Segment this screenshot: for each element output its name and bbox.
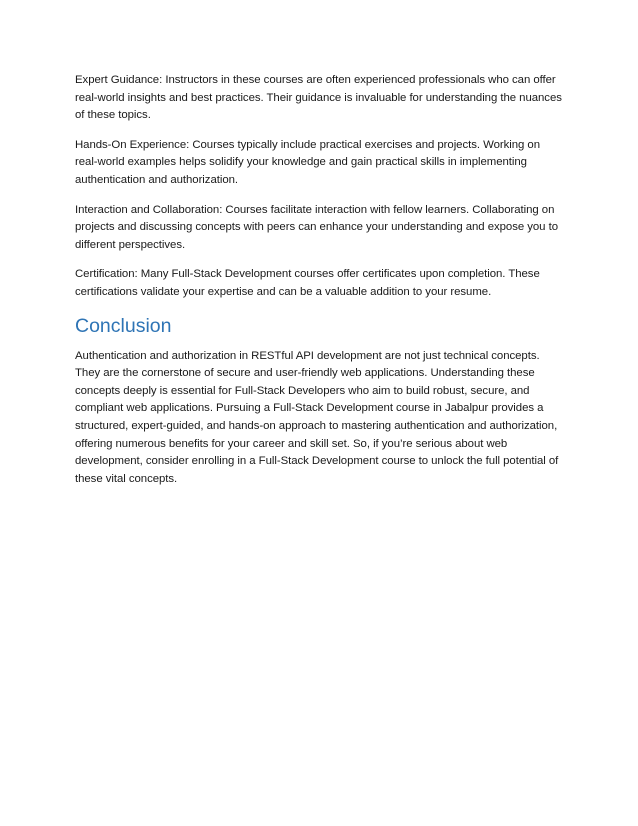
paragraph-expert-guidance: Expert Guidance: Instructors in these courses are often experienced professionals who can offer real-world insights and best practices. Their guidance is invaluable for understanding the nuances of these topics.	[75, 74, 562, 122]
paragraph-certification: Certification: Many Full-Stack Development courses offer certificates upon completion. These certifications validate your expertise and can be a valuable addition to your resume.	[75, 268, 540, 298]
page-content	[75, 72, 565, 500]
paragraph-hands-on-experience: Hands-On Experience: Courses typically include practical exercises and projects. Working on real-world examples helps solidify your knowledge and gain practical skills in implementing authentication and authorization.	[75, 138, 541, 186]
conclusion-paragraph: Authentication and authorization in RESTful API development are not just technical concepts. They are the cornerstone of secure and user-friendly web applications. Understanding these concepts deeply is essential for Full-Stack Developers who aim to build robust, secure, and compliant web applications. Pursuing a Full-Stack Development course in Jabalpur provides a structured, expert-guided, and hands-on approach to mastering authentication and authorization, offering numerous benefits for your career and skill set. So, if you’re serious about web development, consider enrolling in a Full-Stack Development course to unlock the full potential of these vital concepts.	[75, 349, 559, 485]
paragraph-interaction-collaboration: Interaction and Collaboration: Courses facilitate interaction with fellow learners. Collaborating on projects and discussing concepts with peers can enhance your understanding and expose you to different perspectives.	[75, 203, 558, 251]
conclusion-heading: Conclusion	[75, 314, 172, 337]
